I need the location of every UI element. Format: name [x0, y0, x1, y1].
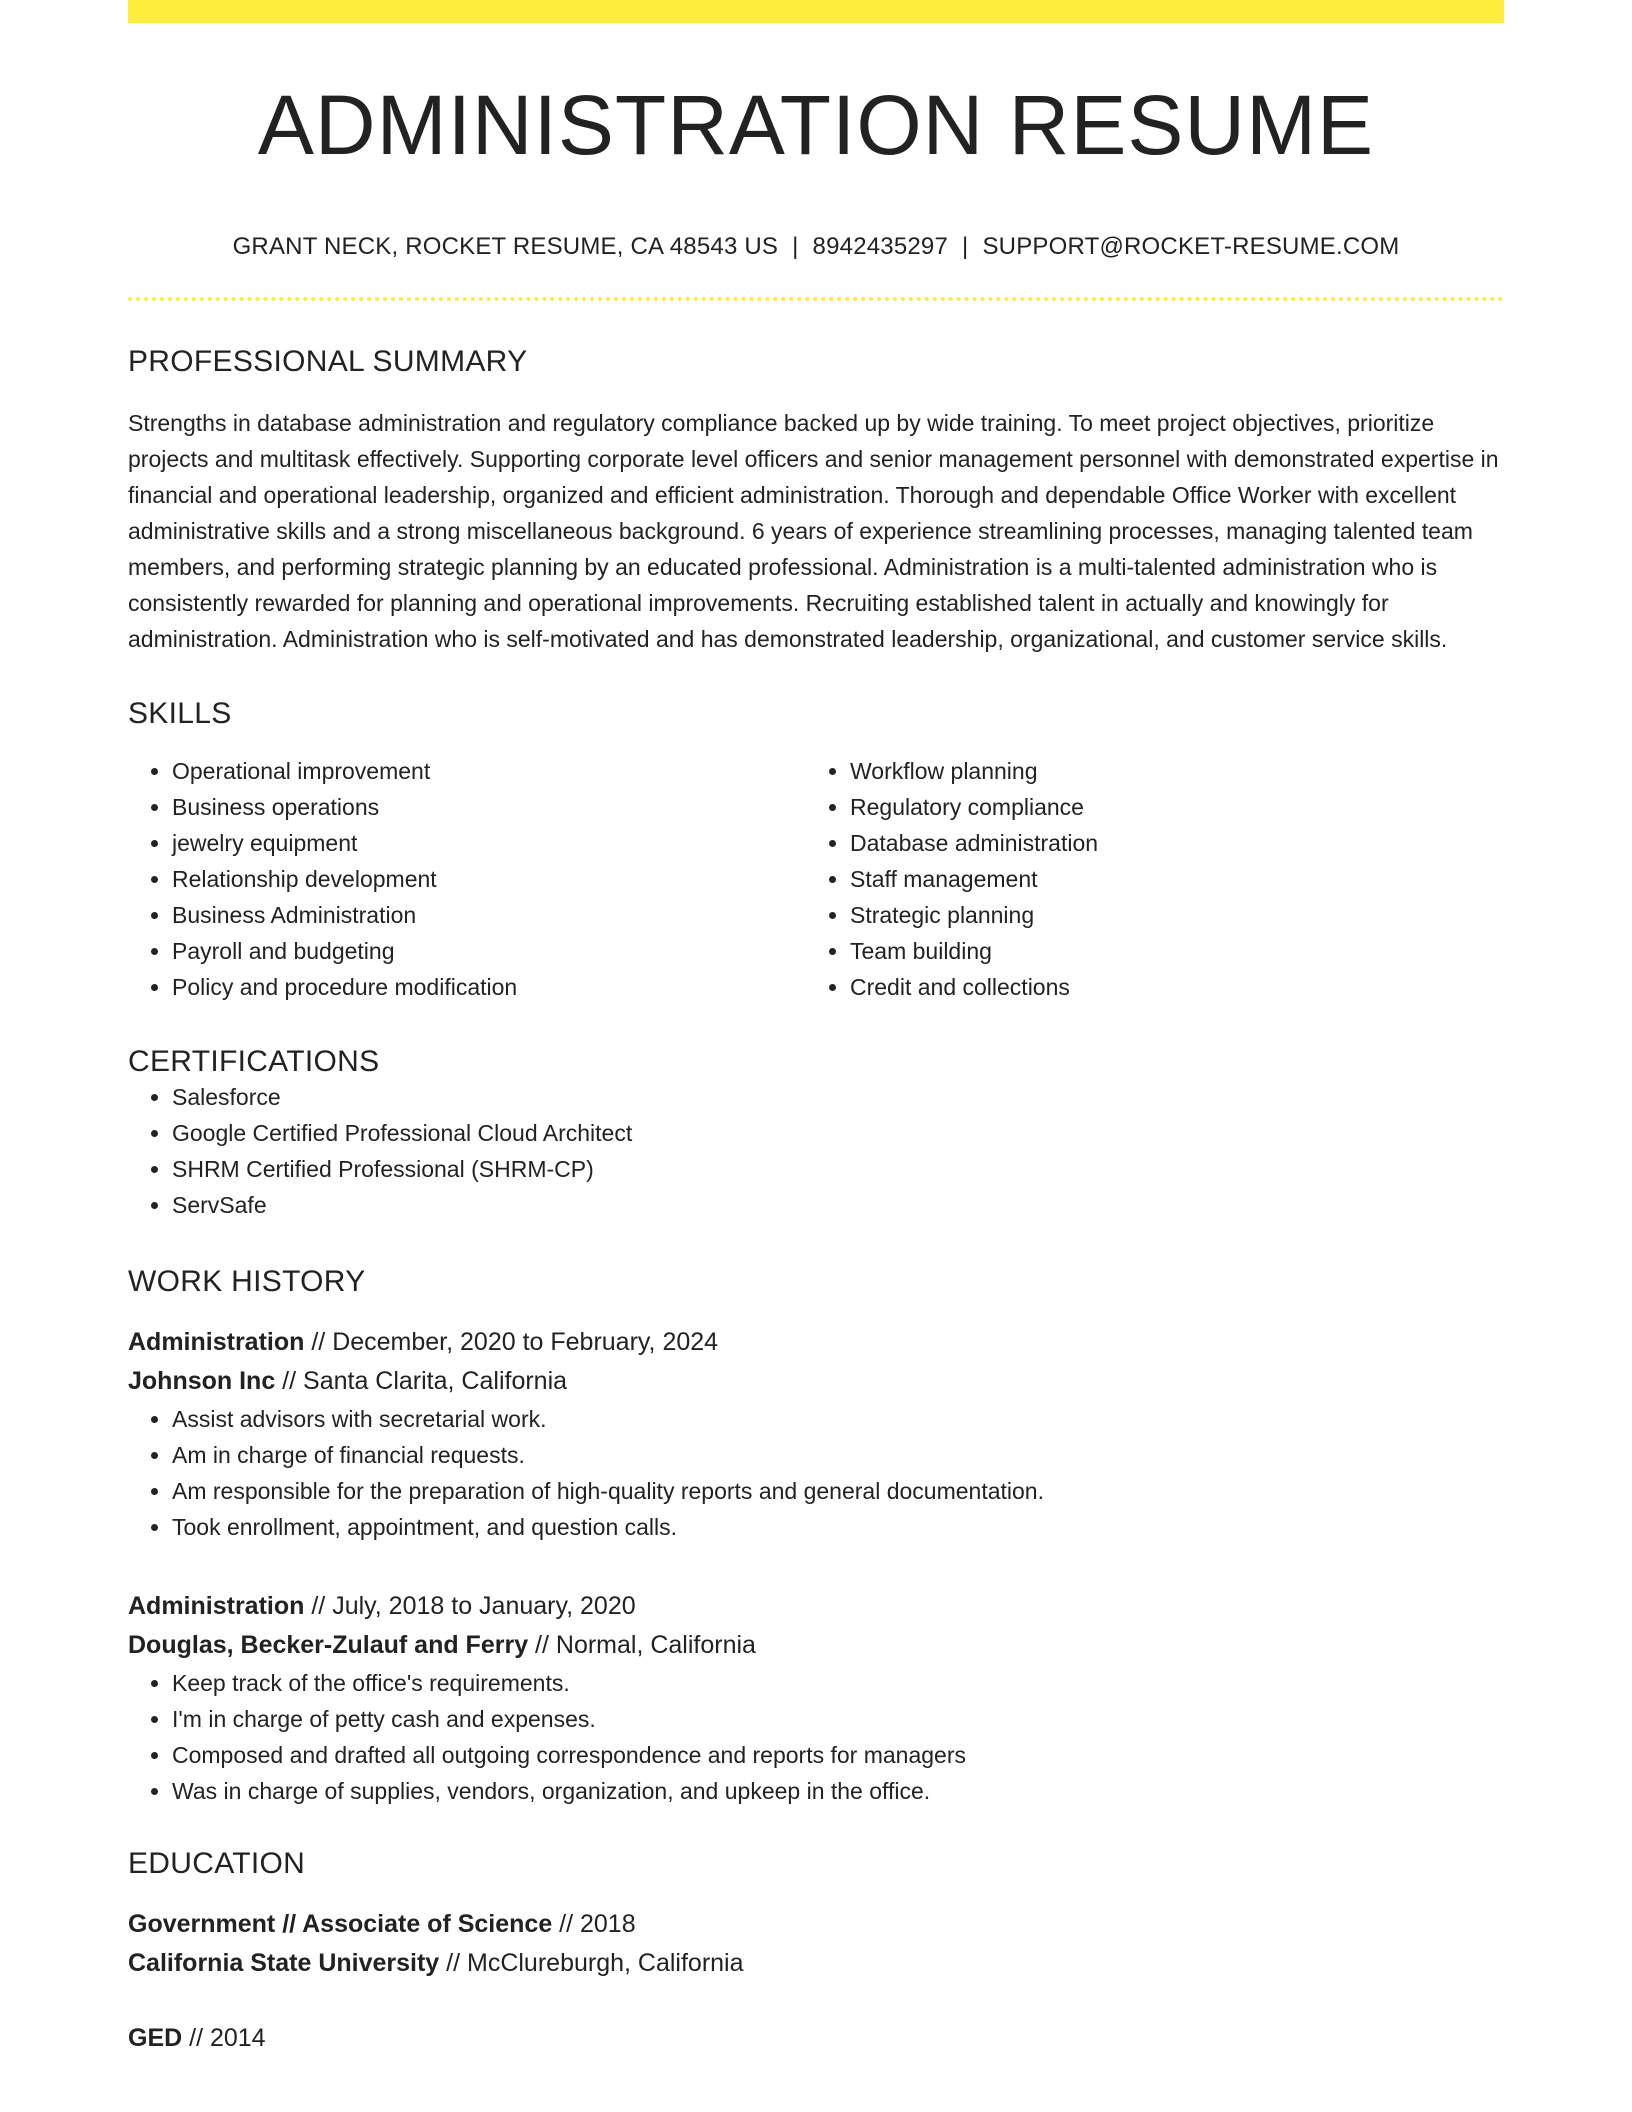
certification-item: • Salesforce [172, 1079, 1504, 1115]
education-school-line [128, 1944, 1504, 1983]
job-duty: • I'm in charge of petty cash and expenses. [172, 1701, 1504, 1737]
skills-right-list [806, 753, 1484, 1005]
job-role-line [128, 1587, 1504, 1626]
certification-item: • Google Certified Professional Cloud Architect [172, 1115, 1504, 1151]
skill-item: • Business Administration [172, 897, 806, 933]
skill-item: • Operational improvement [172, 753, 806, 789]
job-location: // Normal, California [528, 1631, 756, 1659]
job-role: Administration [128, 1328, 305, 1356]
job-role: Administration [128, 1592, 305, 1620]
skills-heading: SKILLS [128, 697, 232, 730]
job-header [128, 1587, 1504, 1665]
education-school: California State University [128, 1949, 440, 1977]
certification-item: • SHRM Certified Professional (SHRM-CP) [172, 1151, 1504, 1187]
education-degree-line [128, 1905, 1504, 1944]
education-degree: GED [128, 2024, 183, 2052]
top-accent-bar [128, 0, 1504, 23]
skills-grid [128, 753, 1504, 1005]
skill-item: • Strategic planning [850, 897, 1484, 933]
job-duty: • Keep track of the office's requirements. [172, 1665, 1504, 1701]
contact-address: GRANT NECK, ROCKET RESUME, CA 48543 US [232, 233, 779, 260]
job-company: Johnson Inc [128, 1367, 276, 1395]
summary-heading: PROFESSIONAL SUMMARY [128, 345, 528, 378]
job-duty: • Took enrollment, appointment, and question calls. [172, 1509, 1504, 1545]
skill-item: • Business operations [172, 789, 806, 825]
dotted-divider [128, 297, 1504, 301]
resume-title: ADMINISTRATION RESUME [257, 78, 1375, 172]
job-company-line [128, 1626, 1504, 1665]
job-duty: • Assist advisors with secretarial work. [172, 1401, 1504, 1437]
job-duty: • Was in charge of supplies, vendors, organization, and upkeep in the office. [172, 1773, 1504, 1809]
summary-text: Strengths in database administration and regulatory compliance backed up by wide training. To meet project objectives, prioritize projects and multitask effectively. Supporting corporate level officers and senior management personnel with demonstrated expertise in financial and operational leadership, organized and efficient administration. Thorough and dependable Office Worker with excellent administrative skills and a strong miscellaneous background. 6 years of experience streamlining processes, managing talented team members, and performing strategic planning by an educated professional. Administration is a multi-talented administration who is consistently rewarded for planning and operational improvements. Recruiting established talent in actually and knowingly for administration. Administration who is self-motivated and has demonstrated leadership, organizational, and customer service skills. [128, 410, 1499, 652]
job-company-line [128, 1362, 1504, 1401]
certifications-list [128, 1079, 1504, 1223]
skill-item: • Team building [850, 933, 1484, 969]
education-degree: Government // Associate of Science [128, 1910, 553, 1938]
job-location: // Santa Clarita, California [275, 1367, 568, 1395]
certification-item: • ServSafe [172, 1187, 1504, 1223]
job-header [128, 1323, 1504, 1401]
contact-phone: 8942435297 [812, 233, 949, 260]
job-dates: // July, 2018 to January, 2020 [304, 1592, 636, 1620]
contact-line [128, 233, 1504, 261]
education-degree-line [128, 2019, 1504, 2058]
skills-left-list [128, 753, 806, 1005]
job-role-line [128, 1323, 1504, 1362]
work-history-heading: WORK HISTORY [128, 1265, 366, 1298]
education-entry [128, 2019, 1504, 2058]
contact-email: SUPPORT@ROCKET-RESUME.COM [982, 233, 1400, 260]
education-location: // McClureburgh, California [439, 1949, 744, 1977]
skill-item: • Database administration [850, 825, 1484, 861]
education-year: // 2014 [182, 2024, 266, 2052]
skill-item: • Staff management [850, 861, 1484, 897]
job-duties-list [128, 1665, 1504, 1809]
skill-item: • Credit and collections [850, 969, 1484, 1005]
job-company: Douglas, Becker-Zulauf and Ferry [128, 1631, 529, 1659]
skill-item: • Workflow planning [850, 753, 1484, 789]
skill-item: • Payroll and budgeting [172, 933, 806, 969]
skill-item: • Relationship development [172, 861, 806, 897]
job-duty: • Composed and drafted all outgoing correspondence and reports for managers [172, 1737, 1504, 1773]
skill-item: • jewelry equipment [172, 825, 806, 861]
skill-item: • Regulatory compliance [850, 789, 1484, 825]
education-entry [128, 1905, 1504, 1983]
job-duty: • Am in charge of financial requests. [172, 1437, 1504, 1473]
job-dates: // December, 2020 to February, 2024 [304, 1328, 719, 1356]
education-heading: EDUCATION [128, 1847, 306, 1880]
education-year: // 2018 [552, 1910, 636, 1938]
job-duty: • Am responsible for the preparation of high-quality reports and general documentation. [172, 1473, 1504, 1509]
contact-separator: | [792, 233, 799, 260]
skill-item: • Policy and procedure modification [172, 969, 806, 1005]
job-duties-list [128, 1401, 1504, 1545]
certifications-heading: CERTIFICATIONS [128, 1045, 380, 1078]
resume-page [128, 0, 1504, 2058]
contact-separator: | [962, 233, 969, 260]
